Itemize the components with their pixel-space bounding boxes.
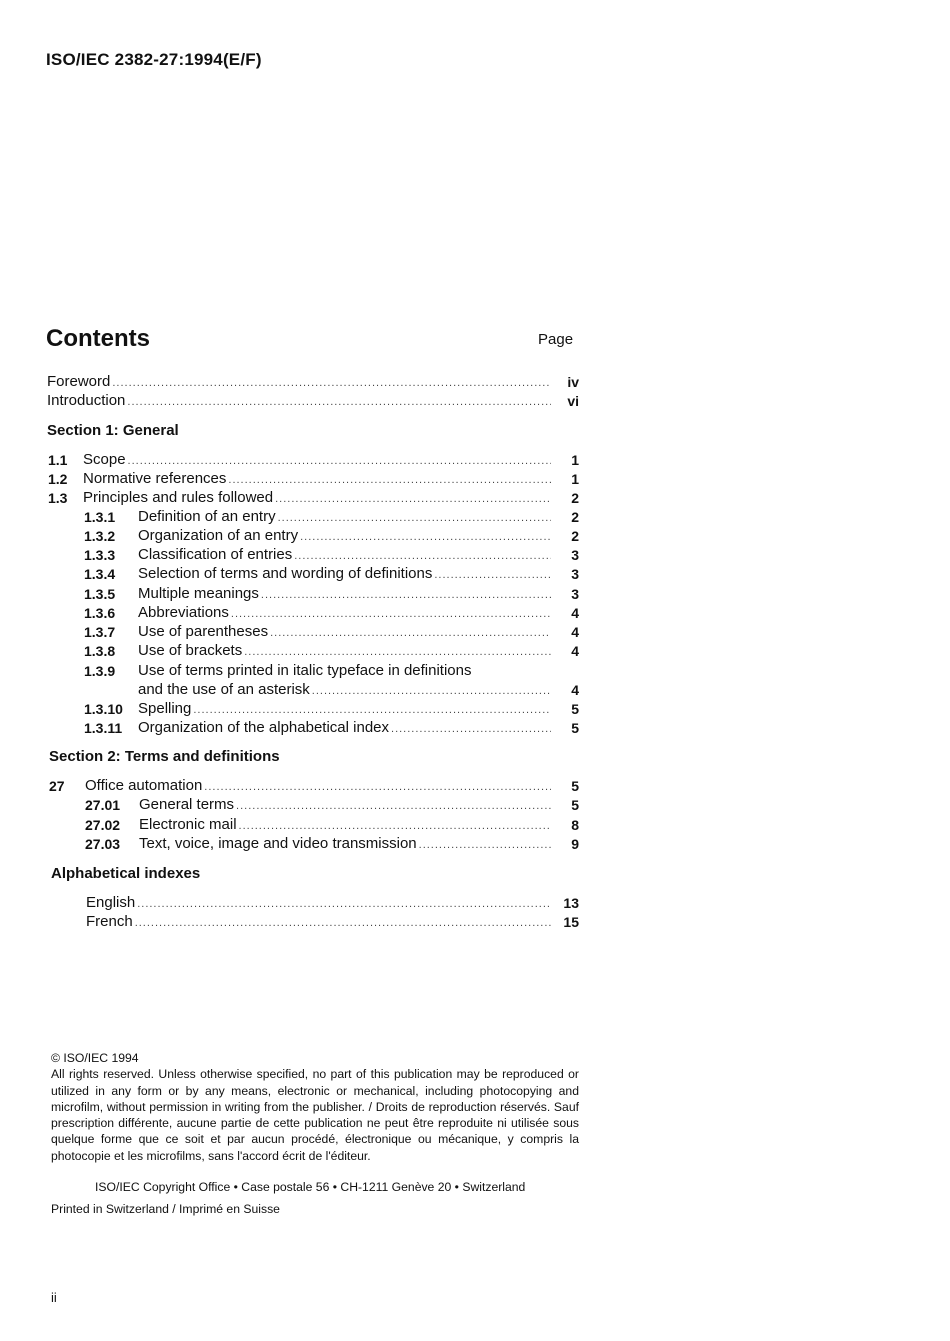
toc-entry-text: Definition of an entry xyxy=(138,508,276,525)
toc-entry-page: 3 xyxy=(571,566,579,582)
toc-entry-text: Use of parentheses xyxy=(138,623,269,640)
toc-entry-text: Text, voice, image and video transmission xyxy=(139,835,417,852)
copyright-office-address: ISO/IEC Copyright Office • Case postale 56 • CH-1211 Genève 20 • Switzerland xyxy=(95,1180,526,1194)
toc-entry-page: 13 xyxy=(563,895,579,911)
toc-entry-1-3-3[interactable] xyxy=(0,545,950,565)
section-1-heading: Section 1: General xyxy=(47,422,179,439)
copyright-line: © ISO/IEC 1994 xyxy=(51,1051,139,1065)
copyright-block xyxy=(51,1050,579,1164)
toc-entry-page: 5 xyxy=(571,701,579,717)
toc-entry-1-3-9[interactable] xyxy=(0,661,950,681)
toc-entry-27-01[interactable] xyxy=(0,795,950,815)
page-number: ii xyxy=(51,1290,57,1305)
toc-entry-1-1[interactable] xyxy=(0,450,950,470)
toc-entry-index-english[interactable] xyxy=(0,893,950,913)
toc-entry-text: English xyxy=(86,894,136,911)
toc-entry-number: 1.3.11 xyxy=(84,720,123,736)
toc-entry-index-french[interactable] xyxy=(0,912,950,932)
toc-entry-1-3-9-continued[interactable] xyxy=(0,680,950,700)
toc-entry-1-3-4[interactable] xyxy=(0,564,950,584)
toc-entry-number: 1.3.7 xyxy=(84,624,116,640)
toc-entry-text: Electronic mail xyxy=(139,816,237,833)
toc-entry-page: 5 xyxy=(571,797,579,813)
page-column-label: Page xyxy=(538,331,574,348)
toc-entry-1-3-10[interactable] xyxy=(0,699,950,719)
toc-entry-foreword[interactable] xyxy=(0,372,950,392)
toc-entry-page: 1 xyxy=(571,471,579,487)
toc-entry-page: 1 xyxy=(571,452,579,468)
toc-entry-text: Abbreviations xyxy=(138,604,229,621)
contents-title: Contents xyxy=(46,325,150,352)
toc-entry-text: Organization of the alphabetical index xyxy=(138,719,390,736)
toc-entry-1-3-1[interactable] xyxy=(0,507,950,527)
copyright-notice: All rights reserved. Unless otherwise specified, no part of this publication may be reproduced or utilized in any form or by any means, electronic or mechanical, including photocopying and microfilm, without permission in writing from the publisher. / Droits de reproduction réservés. Sauf prescription différente, aucune partie de cette publication ne peut être reproduite ni utilisée sous quelque forme que ce soit et par aucun procédé, électronique ou mécanique, y compris la photocopie et les microfilms, sans l'accord écrit de l'éditeur. xyxy=(51,1067,579,1163)
toc-entry-text: General terms xyxy=(139,796,235,813)
toc-entry-27-03[interactable] xyxy=(0,834,950,854)
toc-entry-1-3[interactable] xyxy=(0,488,950,508)
document-id: ISO/IEC 2382-27:1994(E/F) xyxy=(46,50,262,69)
toc-entry-text: Normative references xyxy=(83,470,227,487)
toc-entry-text: Foreword xyxy=(47,373,111,390)
toc-entry-page: 2 xyxy=(571,528,579,544)
toc-entry-page: iv xyxy=(567,374,579,390)
toc-entry-number: 1.3 xyxy=(48,490,68,506)
toc-entry-number: 27 xyxy=(49,778,65,794)
section-2-heading: Section 2: Terms and definitions xyxy=(49,748,280,765)
toc-entry-number: 1.3.5 xyxy=(84,586,116,602)
toc-entry-1-3-5[interactable] xyxy=(0,584,950,604)
toc-entry-page: 2 xyxy=(571,490,579,506)
toc-entry-text: Spelling xyxy=(138,700,192,717)
toc-entry-number: 27.02 xyxy=(85,817,121,833)
toc-entry-1-3-6[interactable] xyxy=(0,603,950,623)
toc-entry-page: 3 xyxy=(571,547,579,563)
toc-entry-page: 3 xyxy=(571,586,579,602)
printed-in-line: Printed in Switzerland / Imprimé en Suisse xyxy=(51,1202,280,1216)
toc-entry-page: 5 xyxy=(571,720,579,736)
toc-entry-page: 5 xyxy=(571,778,579,794)
toc-entry-text-line1: Use of terms printed in italic typeface in definitions xyxy=(138,662,472,679)
toc-entry-page: 8 xyxy=(571,817,579,833)
toc-entry-number: 27.01 xyxy=(85,797,121,813)
toc-entry-27[interactable] xyxy=(0,776,950,796)
toc-entry-text: Classification of entries xyxy=(138,546,293,563)
toc-entry-text: and the use of an asterisk xyxy=(138,681,310,698)
toc-entry-number: 1.3.6 xyxy=(84,605,116,621)
toc-entry-text: Introduction xyxy=(47,392,126,409)
toc-entry-text: Office automation xyxy=(85,777,203,794)
toc-entry-1-2[interactable] xyxy=(0,469,950,489)
toc-entry-number: 1.2 xyxy=(48,471,68,487)
toc-entry-page: vi xyxy=(567,393,579,409)
toc-entry-text: French xyxy=(86,913,133,930)
toc-entry-27-02[interactable] xyxy=(0,815,950,835)
toc-entry-1-3-2[interactable] xyxy=(0,526,950,546)
toc-entry-page: 4 xyxy=(571,682,579,698)
toc-entry-number: 1.3.3 xyxy=(84,547,116,563)
toc-entry-page: 15 xyxy=(563,914,579,930)
toc-entry-1-3-8[interactable] xyxy=(0,641,950,661)
toc-entry-text: Selection of terms and wording of definitions xyxy=(138,565,433,582)
toc-entry-text: Multiple meanings xyxy=(138,585,259,602)
toc-entry-page: 9 xyxy=(571,836,579,852)
indexes-heading: Alphabetical indexes xyxy=(51,865,201,882)
toc-entry-page: 4 xyxy=(571,605,579,621)
toc-entry-text: Use of brackets xyxy=(138,642,243,659)
toc-entry-number: 1.3.1 xyxy=(84,509,116,525)
toc-entry-text: Principles and rules followed xyxy=(83,489,274,506)
toc-entry-page: 4 xyxy=(571,624,579,640)
toc-entry-number: 1.3.10 xyxy=(84,701,123,717)
toc-entry-1-3-11[interactable] xyxy=(0,718,950,738)
toc-entry-number: 27.03 xyxy=(85,836,121,852)
toc-entry-number: 1.1 xyxy=(48,452,68,468)
toc-entry-text: Organization of an entry xyxy=(138,527,299,544)
toc-entry-introduction[interactable] xyxy=(0,391,950,411)
toc-entry-number: 1.3.9 xyxy=(84,663,116,679)
toc-entry-page: 4 xyxy=(571,643,579,659)
toc-entry-number: 1.3.2 xyxy=(84,528,116,544)
toc-entry-number: 1.3.8 xyxy=(84,643,116,659)
toc-entry-page: 2 xyxy=(571,509,579,525)
toc-entry-1-3-7[interactable] xyxy=(0,622,950,642)
toc-entry-number: 1.3.4 xyxy=(84,566,116,582)
toc-entry-text: Scope xyxy=(83,451,126,468)
